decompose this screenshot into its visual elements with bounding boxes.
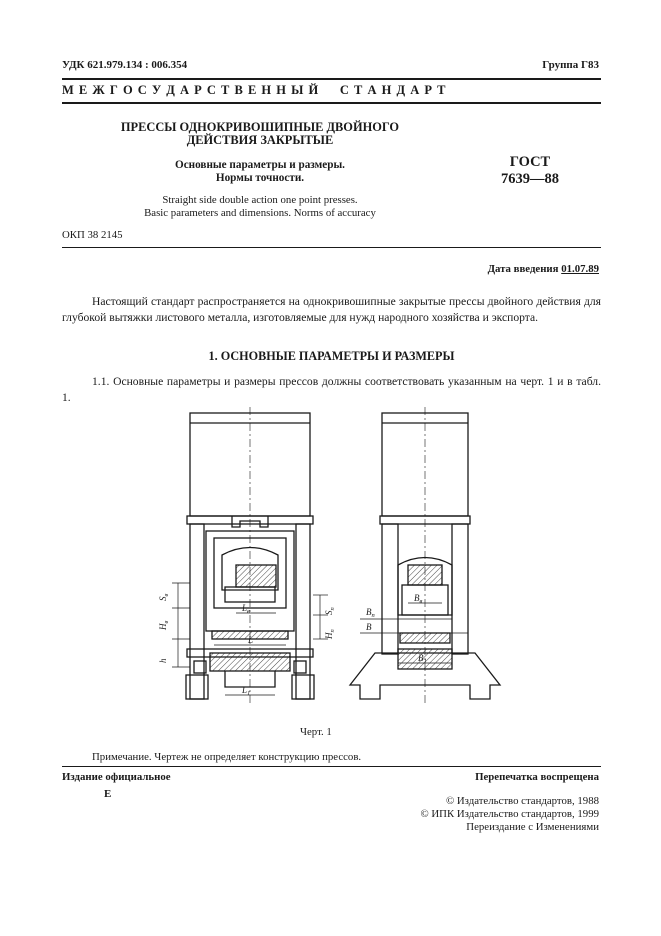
okp-code: ОКП 38 2145 (62, 229, 123, 241)
udk-code: УДК 621.979.134 : 006.354 (62, 59, 188, 71)
reprint-label: Перепечатка воспрещена (475, 771, 599, 783)
okp-rule (62, 247, 601, 248)
copyright-block (420, 795, 599, 834)
english-line-2: Basic parameters and dimensions. Norms of accuracy (144, 207, 376, 219)
edition-letter: Е (104, 788, 112, 800)
edition-label: Издание официальное (62, 771, 171, 783)
banner-rule (62, 102, 601, 104)
label-b1: $B_1$ (418, 653, 427, 665)
figure-note: Примечание. Чертеж не определяет конструкцию прессов. (92, 751, 362, 763)
subtitle-line-1: Основные параметры и размеры. (175, 159, 345, 171)
label-l1: $L_1$ (242, 685, 251, 697)
intro-date-label: Дата введения (487, 263, 559, 275)
doc-title (100, 121, 420, 147)
label-hn: $H_п$ (324, 629, 336, 639)
intro-date (488, 263, 599, 275)
label-bn: $B_п$ (366, 607, 375, 619)
label-lv: $L_в$ (242, 603, 250, 615)
gost-label: ГОСТ (509, 154, 551, 170)
intro-date-value: 01.07.89 (561, 263, 599, 275)
doc-subtitle (100, 159, 420, 185)
group-code: Группа Г83 (542, 59, 599, 71)
label-sv: $S_в$ (158, 593, 170, 601)
figure-caption: Черт. 1 (300, 726, 332, 738)
top-rule (62, 78, 601, 80)
title-line-2: ДЕЙСТВИЯ ЗАКРЫТЫЕ (186, 133, 334, 147)
reissue-note: Переиздание с Изменениями (466, 821, 599, 833)
copyright-1: © Издательство стандартов, 1988 (445, 795, 599, 807)
gost-number: 7639—88 (501, 171, 559, 187)
label-hv: $H_в$ (158, 620, 170, 630)
label-l: L (248, 635, 254, 645)
title-line-1: ПРЕССЫ ОДНОКРИВОШИПНЫЕ ДВОЙНОГО (120, 120, 400, 134)
copyright-2: © ИПК Издательство стандартов, 1999 (420, 808, 599, 820)
standard-banner: М Е Ж Г О С У Д А Р С Т В Е Н Н Ы Й С Т А Н Д А Р Т (62, 83, 447, 97)
press-drawing (150, 405, 510, 715)
label-sn: $S_п$ (324, 607, 336, 615)
footer-rule (62, 766, 601, 767)
english-line-1: Straight side double action one point presses. (162, 194, 358, 206)
subtitle-line-2: Нормы точности. (215, 172, 305, 184)
label-bv: $B_в$ (414, 593, 423, 605)
gost-block (470, 154, 590, 188)
intro-paragraph: Настоящий стандарт распространяется на однокривошипные закрытые прессы двойного действия для глубокой вытяжки листового металла, изготовляемые для нужд народного хозяйства и экспорта. (62, 295, 601, 324)
label-h: h (158, 658, 168, 663)
label-b: B (366, 622, 372, 632)
section-heading: 1. ОСНОВНЫЕ ПАРАМЕТРЫ И РАЗМЕРЫ (208, 349, 455, 363)
paragraph-1-1: 1.1. Основные параметры и размеры прессов должны соответствовать указанным на черт. 1 и в табл. 1. (62, 375, 601, 404)
english-title (100, 194, 420, 220)
